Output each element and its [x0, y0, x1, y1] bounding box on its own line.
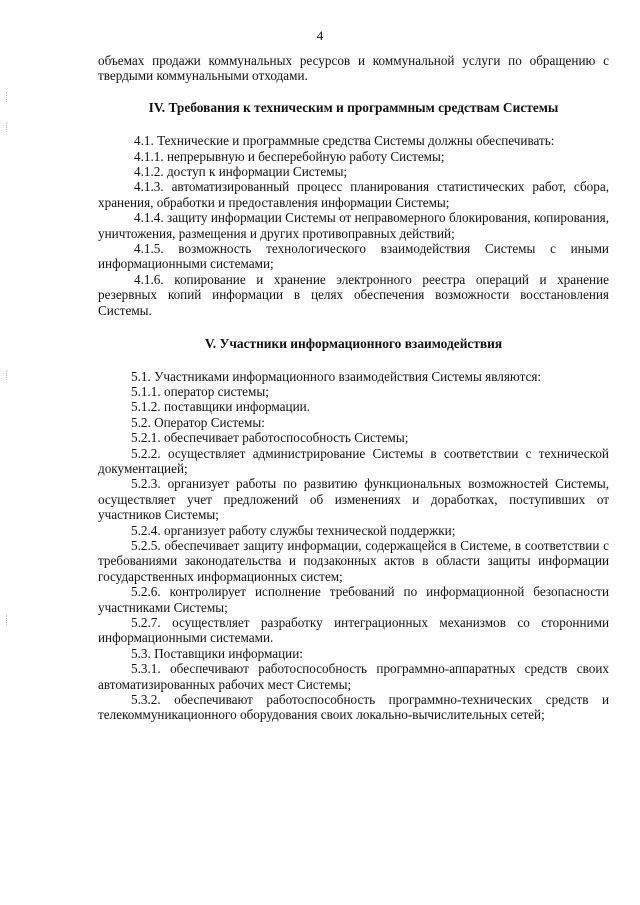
margin-mark — [6, 370, 9, 380]
paragraph-5-2-4: 5.2.4. организует работу службы технической поддержки; — [131, 522, 456, 538]
section-4-title: IV. Требования к техническим и программным средствам Системы — [148, 99, 559, 115]
paragraph-4-1-2: 4.1.2. доступ к информации Системы; — [134, 164, 348, 180]
paragraph-4-1: 4.1. Технические и программные средства Системы должны обеспечивать: — [134, 133, 555, 149]
paragraph-5-2-3: 5.2.3. организует работы по развитию функциональных возможностей Системы, осуществляет учет предложений об изменениях и доработках, поступивших от участников Системы; — [98, 476, 609, 523]
section-5-title: V. Участники информационного взаимодействия — [204, 336, 503, 352]
paragraph-5-2-6: 5.2.6. контролирует исполнение требований по информационной безопасности участниками Системы; — [98, 584, 609, 615]
margin-mark — [6, 122, 9, 132]
paragraph-4-1-3: 4.1.3. автоматизированный процесс планирования статистических работ, сбора, хранения, обработки и предоставления информации Системы; — [98, 179, 609, 210]
paragraph-5-1-1: 5.1.1. оператор системы; — [131, 383, 269, 399]
page-number: 4 — [316, 28, 324, 43]
paragraph-5-3-1: 5.3.1. обеспечивают работоспособность программно-аппаратных средств своих автоматизированных рабочих мест Системы; — [98, 661, 609, 692]
margin-mark — [6, 92, 9, 102]
margin-mark — [6, 615, 9, 625]
paragraph-4-1-6: 4.1.6. копирование и хранение электронного реестра операций и хранение резервных копий информации в целях обеспечения возможности восстановления Системы. — [98, 271, 609, 318]
paragraph-5-2-1: 5.2.1. обеспечивает работоспособность Системы; — [131, 430, 409, 446]
paragraph-5-1-2: 5.1.2. поставщики информации. — [131, 399, 311, 415]
paragraph-5-2-5: 5.2.5. обеспечивает защиту информации, содержащейся в Системе, в соответствии с требованиями законодательства и подзаконных актов в области защиты информации государственных информационных систем; — [98, 537, 609, 584]
document-body — [98, 53, 609, 723]
intro-paragraph: объемах продажи коммунальных ресурсов и коммунальной услуги по обращению с твердыми коммунальными отходами. — [98, 53, 609, 84]
paragraph-5-1: 5.1. Участниками информационного взаимодействия Системы являются: — [131, 368, 542, 384]
paragraph-4-1-4: 4.1.4. защиту информации Системы от неправомерного блокирования, копирования, уничтожения, размещения и других противоправных действий; — [98, 210, 609, 241]
paragraph-5-3-2: 5.3.2. обеспечивают работоспособность программно-технических средств и телекоммуникационного оборудования своих локально-вычислительных сетей; — [98, 692, 609, 723]
paragraph-4-1-1: 4.1.1. непрерывную и бесперебойную работу Системы; — [134, 148, 445, 164]
paragraph-5-2: 5.2. Оператор Системы: — [131, 414, 265, 430]
paragraph-5-2-7: 5.2.7. осуществляет разработку интеграционных механизмов со сторонними информационными системами. — [98, 615, 609, 646]
paragraph-4-1-5: 4.1.5. возможность технологического взаимодействия Системы с иными информационными системами; — [98, 241, 609, 272]
paragraph-5-3: 5.3. Поставщики информации: — [131, 645, 303, 661]
paragraph-5-2-2: 5.2.2. осуществляет администрирование Системы в соответствии с технической документацией; — [98, 445, 609, 476]
